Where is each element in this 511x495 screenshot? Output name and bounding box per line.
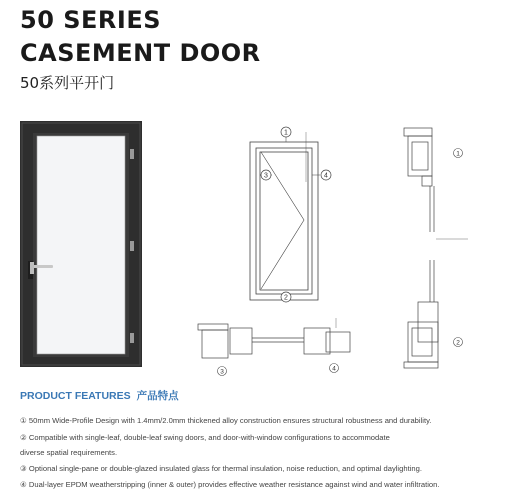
feature-item-4: ④ Dual-layer EPDM weatherstripping (inner & outer) provides effective weather resistance against wind and water infiltration. xyxy=(20,480,440,489)
door-image xyxy=(20,121,142,367)
product-subtitle: 50系列平开门 xyxy=(20,74,115,92)
product-features-heading: PRODUCT FEATURES 产品特点 xyxy=(20,390,179,402)
technical-drawings xyxy=(186,122,486,382)
svg-text:2: 2 xyxy=(284,294,288,302)
feature-item-3: ③ Optional single-pane or double-glazed insulated glass for thermal insulation, noise reduction, and optimal daylighting. xyxy=(20,464,422,473)
svg-text:4: 4 xyxy=(332,365,336,373)
svg-text:4: 4 xyxy=(324,172,328,180)
feature-item-1: ① 50mm Wide-Profile Design with 1.4mm/2.0mm thickened alloy construction ensures structural robustness and durability. xyxy=(20,416,432,425)
svg-text:1: 1 xyxy=(284,129,288,137)
feature-item-2: ② Compatible with single-leaf, double-leaf swing doors, and door-with-window configurations to accommodate xyxy=(20,433,390,442)
horizontal-section-drawing xyxy=(198,318,350,358)
svg-text:1: 1 xyxy=(456,150,460,158)
elevation-drawing xyxy=(250,129,320,300)
product-title-line1: 50 SERIES xyxy=(20,6,162,34)
vertical-section-drawing xyxy=(404,128,468,368)
feature-item-2-cont: diverse spatial requirements. xyxy=(20,448,118,457)
svg-text:2: 2 xyxy=(456,339,460,347)
svg-text:3: 3 xyxy=(220,368,224,376)
svg-text:3: 3 xyxy=(264,172,268,180)
product-title-line2: CASEMENT DOOR xyxy=(20,39,261,67)
